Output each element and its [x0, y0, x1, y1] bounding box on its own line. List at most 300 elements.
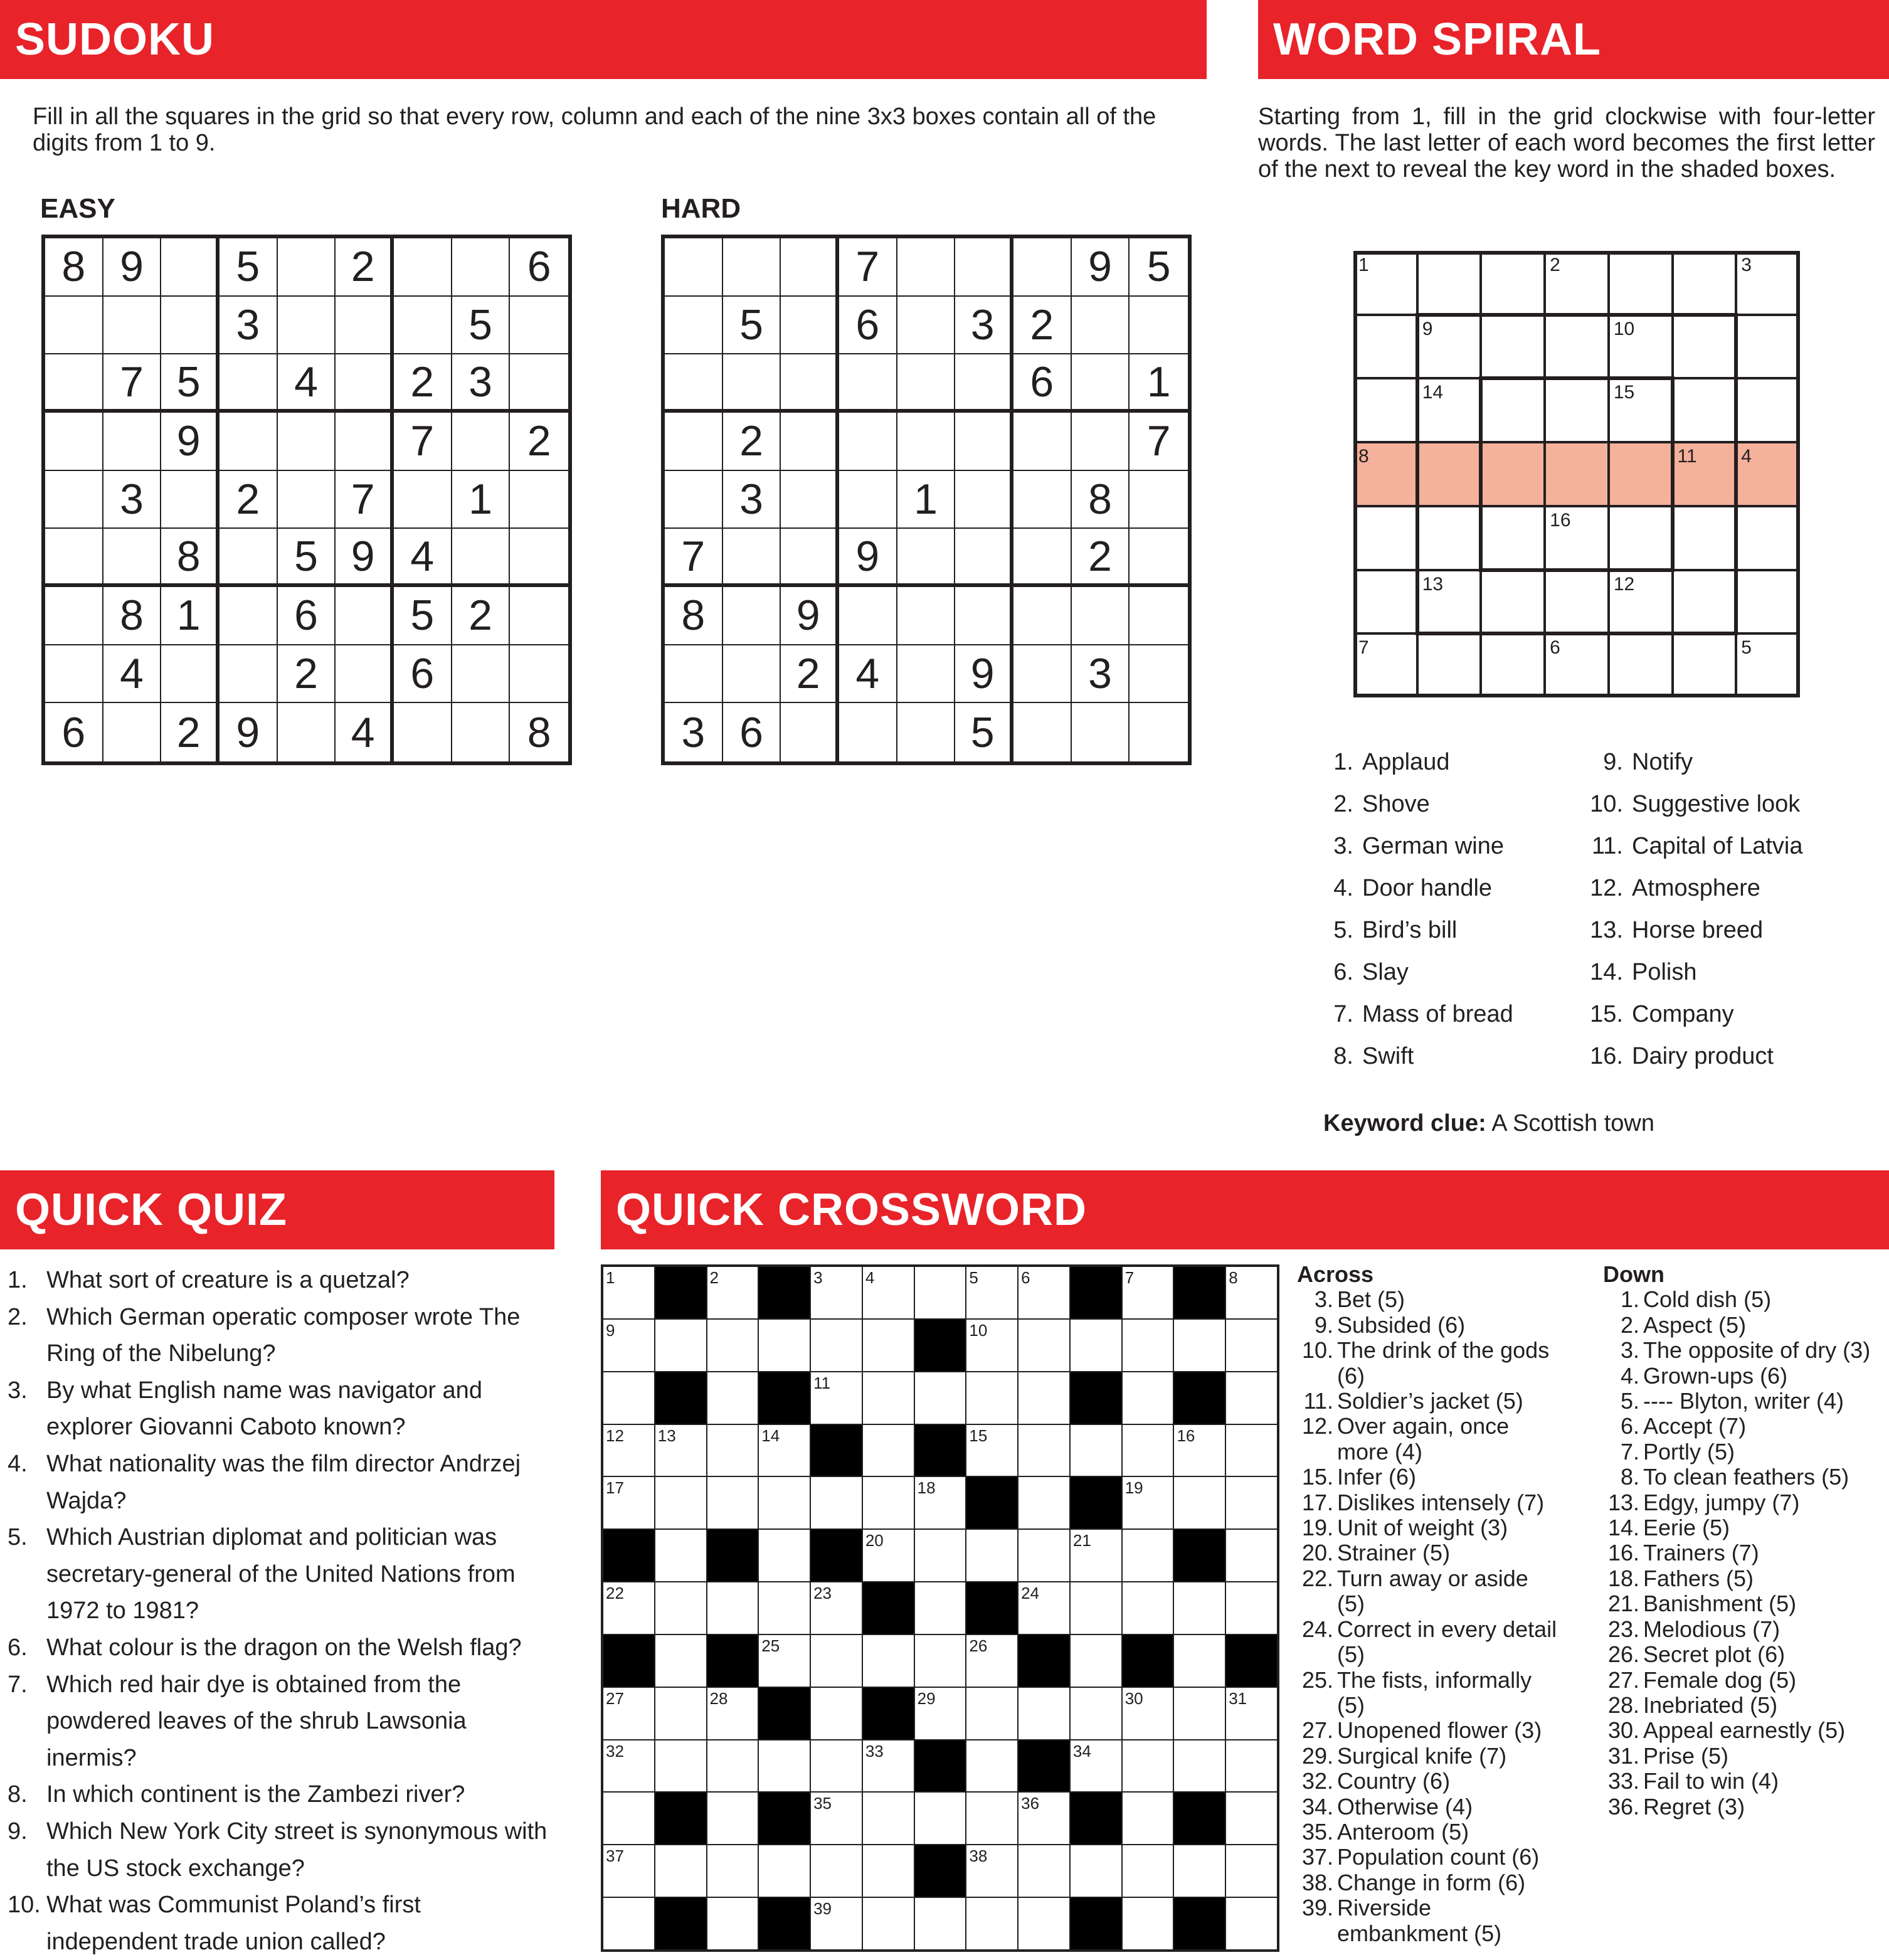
- hard-sudoku-cell[interactable]: [1072, 703, 1130, 761]
- spiral-cell[interactable]: [1673, 315, 1737, 379]
- easy-sudoku-cell[interactable]: [103, 297, 162, 355]
- spiral-cell[interactable]: [1481, 442, 1545, 506]
- easy-sudoku-cell[interactable]: [161, 297, 220, 355]
- crossword-cell[interactable]: [655, 1740, 707, 1793]
- hard-sudoku-cell[interactable]: [665, 471, 723, 529]
- spiral-cell[interactable]: [1353, 633, 1417, 697]
- crossword-cell[interactable]: [810, 1266, 862, 1319]
- hard-sudoku-cell[interactable]: [1013, 645, 1072, 704]
- easy-sudoku-cell[interactable]: [45, 471, 103, 529]
- hard-sudoku-cell[interactable]: [955, 587, 1013, 645]
- crossword-cell[interactable]: [1018, 1582, 1070, 1634]
- crossword-cell[interactable]: [1018, 1266, 1070, 1319]
- quiz-question-number: 10.: [8, 1892, 41, 1919]
- hard-sudoku-cell[interactable]: [839, 703, 897, 761]
- word-spiral-grid: [1353, 251, 1800, 697]
- crossword-cell[interactable]: [1173, 1845, 1225, 1897]
- spiral-cell[interactable]: [1353, 506, 1417, 570]
- spiral-cell[interactable]: [1545, 251, 1609, 315]
- hard-sudoku-cell[interactable]: [781, 238, 839, 297]
- crossword-cell[interactable]: [1018, 1476, 1070, 1529]
- spiral-cell[interactable]: [1545, 378, 1609, 442]
- hard-sudoku-cell[interactable]: [955, 529, 1013, 587]
- crossword-cell[interactable]: [810, 1792, 862, 1845]
- crossword-cell[interactable]: [810, 1687, 862, 1740]
- crossword-black-square: [1122, 1634, 1174, 1687]
- easy-sudoku-cell[interactable]: [220, 587, 278, 645]
- hard-sudoku-cell[interactable]: [781, 297, 839, 355]
- crossword-clue-text: The fists, informally (5): [1337, 1666, 1532, 1718]
- hard-sudoku-cell[interactable]: [839, 354, 897, 413]
- crossword-cell[interactable]: [862, 1529, 914, 1582]
- spiral-cell[interactable]: [1481, 251, 1545, 315]
- easy-sudoku-cell[interactable]: [45, 645, 103, 704]
- crossword-cell[interactable]: [1070, 1687, 1122, 1740]
- crossword-cell[interactable]: [707, 1266, 759, 1319]
- spiral-cell[interactable]: [1353, 378, 1417, 442]
- crossword-cell[interactable]: [914, 1897, 966, 1950]
- crossword-cell[interactable]: [1173, 1582, 1225, 1634]
- crossword-cell[interactable]: [1070, 1529, 1122, 1582]
- crossword-cell[interactable]: [655, 1582, 707, 1634]
- crossword-cell[interactable]: [862, 1845, 914, 1897]
- spiral-cell[interactable]: [1673, 570, 1737, 634]
- crossword-cell[interactable]: [966, 1634, 1018, 1687]
- crossword-cell[interactable]: [810, 1319, 862, 1372]
- crossword-cell[interactable]: [758, 1845, 810, 1897]
- easy-sudoku-cell[interactable]: [394, 238, 452, 297]
- spiral-cell[interactable]: [1481, 315, 1545, 379]
- hard-sudoku-cell[interactable]: [781, 354, 839, 413]
- easy-sudoku-cell[interactable]: [452, 703, 511, 761]
- crossword-cell[interactable]: [603, 1845, 655, 1897]
- hard-sudoku-cell[interactable]: [897, 297, 956, 355]
- hard-sudoku-cell[interactable]: [1013, 529, 1072, 587]
- spiral-cell[interactable]: [1736, 570, 1800, 634]
- crossword-cell[interactable]: [810, 1634, 862, 1687]
- crossword-cell[interactable]: [1173, 1424, 1225, 1477]
- hard-sudoku-cell[interactable]: [723, 238, 781, 297]
- spiral-cell[interactable]: [1545, 633, 1609, 697]
- hard-sudoku-cell[interactable]: [1130, 703, 1188, 761]
- crossword-cell[interactable]: [655, 1424, 707, 1477]
- hard-sudoku-cell[interactable]: [897, 703, 956, 761]
- crossword-cell[interactable]: [1018, 1792, 1070, 1845]
- crossword-cell[interactable]: [1173, 1740, 1225, 1793]
- crossword-cell[interactable]: [966, 1740, 1018, 1793]
- crossword-cell[interactable]: [1070, 1634, 1122, 1687]
- easy-sudoku-cell[interactable]: [103, 703, 162, 761]
- crossword-cell-number: 13: [657, 1426, 676, 1445]
- easy-sudoku-cell[interactable]: [394, 297, 452, 355]
- crossword-cell[interactable]: [1018, 1845, 1070, 1897]
- easy-sudoku-cell[interactable]: [278, 413, 336, 471]
- crossword-cell[interactable]: [1018, 1687, 1070, 1740]
- hard-sudoku-cell[interactable]: [839, 587, 897, 645]
- hard-sudoku-cell[interactable]: [723, 529, 781, 587]
- crossword-cell[interactable]: [966, 1687, 1018, 1740]
- crossword-cell[interactable]: [1070, 1740, 1122, 1793]
- hard-sudoku-cell[interactable]: [1072, 413, 1130, 471]
- crossword-cell[interactable]: [603, 1319, 655, 1372]
- hard-sudoku-cell[interactable]: [1013, 587, 1072, 645]
- easy-sudoku-cell[interactable]: [161, 645, 220, 704]
- crossword-cell[interactable]: [1225, 1319, 1278, 1372]
- easy-label: EASY: [40, 193, 115, 224]
- quiz-question: [8, 1446, 553, 1519]
- easy-sudoku-cell[interactable]: [510, 645, 568, 704]
- spiral-cell[interactable]: [1736, 633, 1800, 697]
- crossword-cell[interactable]: [758, 1319, 810, 1372]
- crossword-cell[interactable]: [603, 1424, 655, 1477]
- crossword-cell[interactable]: [966, 1897, 1018, 1950]
- crossword-cell[interactable]: [862, 1424, 914, 1477]
- easy-sudoku-cell[interactable]: [45, 297, 103, 355]
- easy-sudoku-cell[interactable]: [220, 645, 278, 704]
- easy-sudoku-cell[interactable]: [278, 238, 336, 297]
- spiral-cell[interactable]: [1417, 442, 1481, 506]
- crossword-cell[interactable]: [603, 1740, 655, 1793]
- crossword-cell[interactable]: [810, 1845, 862, 1897]
- crossword-cell[interactable]: [1225, 1897, 1278, 1950]
- crossword-cell[interactable]: [1018, 1424, 1070, 1477]
- crossword-cell[interactable]: [810, 1582, 862, 1634]
- crossword-cell[interactable]: [1225, 1845, 1278, 1897]
- crossword-cell[interactable]: [1070, 1424, 1122, 1477]
- easy-sudoku-cell[interactable]: [278, 703, 336, 761]
- easy-sudoku-cell[interactable]: [103, 529, 162, 587]
- crossword-cell[interactable]: [1018, 1897, 1070, 1950]
- easy-sudoku-cell[interactable]: [103, 413, 162, 471]
- easy-sudoku-cell[interactable]: [220, 529, 278, 587]
- crossword-cell[interactable]: [603, 1897, 655, 1950]
- hard-sudoku-cell[interactable]: [1072, 354, 1130, 413]
- easy-sudoku-cell: 2: [452, 587, 511, 645]
- crossword-black-square: [1018, 1740, 1070, 1793]
- crossword-cell[interactable]: [603, 1372, 655, 1424]
- crossword-cell[interactable]: [966, 1845, 1018, 1897]
- crossword-cell[interactable]: [707, 1476, 759, 1529]
- easy-sudoku-cell[interactable]: [45, 413, 103, 471]
- hard-sudoku-cell[interactable]: [897, 354, 956, 413]
- spiral-cell[interactable]: [1417, 570, 1481, 634]
- hard-sudoku-cell[interactable]: [665, 297, 723, 355]
- crossword-cell[interactable]: [1018, 1372, 1070, 1424]
- spiral-cell[interactable]: [1609, 378, 1673, 442]
- crossword-cell[interactable]: [1122, 1372, 1174, 1424]
- easy-sudoku-cell[interactable]: [220, 354, 278, 413]
- crossword-cell[interactable]: [655, 1529, 707, 1582]
- easy-sudoku-cell[interactable]: [220, 413, 278, 471]
- crossword-cell[interactable]: [1122, 1845, 1174, 1897]
- spiral-cell[interactable]: [1673, 251, 1737, 315]
- crossword-cell[interactable]: [707, 1687, 759, 1740]
- crossword-cell[interactable]: [862, 1740, 914, 1793]
- hard-sudoku-cell[interactable]: [781, 703, 839, 761]
- hard-sudoku-cell[interactable]: [1072, 297, 1130, 355]
- crossword-cell[interactable]: [1070, 1319, 1122, 1372]
- hard-sudoku-cell[interactable]: [781, 471, 839, 529]
- spiral-cell[interactable]: [1417, 315, 1481, 379]
- spiral-cell-number: 5: [1741, 637, 1752, 659]
- spiral-cell[interactable]: [1609, 251, 1673, 315]
- crossword-cell[interactable]: [603, 1687, 655, 1740]
- crossword-cell[interactable]: [914, 1372, 966, 1424]
- crossword-cell[interactable]: [707, 1372, 759, 1424]
- quiz-question-number: 3.: [8, 1377, 28, 1404]
- crossword-cell[interactable]: [1225, 1582, 1278, 1634]
- crossword-cell[interactable]: [707, 1897, 759, 1950]
- crossword-cell[interactable]: [810, 1897, 862, 1950]
- hard-sudoku-cell[interactable]: [723, 587, 781, 645]
- crossword-cell[interactable]: [707, 1424, 759, 1477]
- hard-sudoku-cell[interactable]: [665, 238, 723, 297]
- easy-sudoku-cell[interactable]: [278, 297, 336, 355]
- easy-sudoku-cell[interactable]: [45, 587, 103, 645]
- hard-sudoku-cell[interactable]: [955, 354, 1013, 413]
- crossword-cell[interactable]: [862, 1319, 914, 1372]
- crossword-cell[interactable]: [707, 1740, 759, 1793]
- easy-sudoku-cell[interactable]: [336, 587, 394, 645]
- crossword-black-square: [655, 1897, 707, 1950]
- crossword-cell[interactable]: [1225, 1266, 1278, 1319]
- hard-sudoku-cell[interactable]: [1013, 238, 1072, 297]
- crossword-cell[interactable]: [603, 1582, 655, 1634]
- easy-sudoku-cell[interactable]: [336, 413, 394, 471]
- spiral-clue-number: 11.: [1591, 833, 1623, 859]
- crossword-cell[interactable]: [914, 1529, 966, 1582]
- hard-sudoku-cell[interactable]: [1130, 471, 1188, 529]
- hard-sudoku-cell[interactable]: [665, 645, 723, 704]
- crossword-cell[interactable]: [810, 1476, 862, 1529]
- crossword-cell[interactable]: [758, 1740, 810, 1793]
- crossword-cell[interactable]: [1122, 1897, 1174, 1950]
- crossword-cell[interactable]: [862, 1634, 914, 1687]
- hard-sudoku-cell[interactable]: [781, 529, 839, 587]
- spiral-cell[interactable]: [1736, 315, 1800, 379]
- easy-sudoku-cell: 5: [394, 587, 452, 645]
- crossword-cell[interactable]: [758, 1582, 810, 1634]
- spiral-cell[interactable]: [1545, 442, 1609, 506]
- easy-sudoku-cell[interactable]: [452, 413, 511, 471]
- spiral-cell[interactable]: [1417, 633, 1481, 697]
- spiral-cell[interactable]: [1353, 570, 1417, 634]
- crossword-clue-number: 30.: [1607, 1717, 1639, 1744]
- crossword-cell[interactable]: [914, 1634, 966, 1687]
- spiral-cell[interactable]: [1417, 506, 1481, 570]
- spiral-cell[interactable]: [1545, 570, 1609, 634]
- hard-sudoku-cell[interactable]: [665, 354, 723, 413]
- spiral-cell[interactable]: [1481, 570, 1545, 634]
- crossword-cell[interactable]: [914, 1476, 966, 1529]
- crossword-cell[interactable]: [862, 1792, 914, 1845]
- easy-sudoku-cell[interactable]: [510, 297, 568, 355]
- crossword-cell[interactable]: [655, 1687, 707, 1740]
- hard-sudoku-cell[interactable]: [1130, 587, 1188, 645]
- crossword-cell[interactable]: [1225, 1372, 1278, 1424]
- easy-sudoku-cell[interactable]: [161, 471, 220, 529]
- hard-sudoku-cell[interactable]: [1130, 297, 1188, 355]
- crossword-cell[interactable]: [1070, 1845, 1122, 1897]
- hard-sudoku-cell[interactable]: [1130, 529, 1188, 587]
- crossword-cell[interactable]: [1225, 1740, 1278, 1793]
- crossword-cell[interactable]: [1122, 1424, 1174, 1477]
- crossword-cell[interactable]: [862, 1372, 914, 1424]
- spiral-cell[interactable]: [1417, 251, 1481, 315]
- easy-sudoku-cell[interactable]: [278, 471, 336, 529]
- easy-sudoku-cell[interactable]: [452, 238, 511, 297]
- crossword-cell[interactable]: [1225, 1687, 1278, 1740]
- hard-sudoku-cell[interactable]: [897, 587, 956, 645]
- crossword-cell[interactable]: [1070, 1582, 1122, 1634]
- hard-sudoku-cell[interactable]: [897, 238, 956, 297]
- easy-sudoku-cell[interactable]: [394, 471, 452, 529]
- spiral-cell[interactable]: [1353, 315, 1417, 379]
- crossword-cell[interactable]: [1173, 1634, 1225, 1687]
- hard-sudoku-cell[interactable]: [1013, 471, 1072, 529]
- spiral-cell[interactable]: [1736, 442, 1800, 506]
- hard-sudoku-cell[interactable]: [723, 354, 781, 413]
- hard-sudoku-cell[interactable]: [897, 413, 956, 471]
- crossword-cell[interactable]: [603, 1792, 655, 1845]
- crossword-cell[interactable]: [914, 1266, 966, 1319]
- crossword-black-square: [1070, 1476, 1122, 1529]
- crossword-cell[interactable]: [1173, 1319, 1225, 1372]
- crossword-cell[interactable]: [655, 1476, 707, 1529]
- spiral-cell[interactable]: [1609, 315, 1673, 379]
- crossword-cell[interactable]: [1122, 1740, 1174, 1793]
- hard-sudoku-cell[interactable]: [955, 238, 1013, 297]
- hard-sudoku-cell[interactable]: [955, 471, 1013, 529]
- hard-sudoku-cell[interactable]: [955, 413, 1013, 471]
- spiral-cell[interactable]: [1545, 315, 1609, 379]
- easy-sudoku-cell[interactable]: [510, 471, 568, 529]
- crossword-cell[interactable]: [810, 1372, 862, 1424]
- spiral-cell[interactable]: [1353, 251, 1417, 315]
- crossword-cell[interactable]: [707, 1845, 759, 1897]
- hard-sudoku-cell[interactable]: [839, 413, 897, 471]
- easy-sudoku-cell[interactable]: [394, 703, 452, 761]
- hard-sudoku-cell[interactable]: [781, 413, 839, 471]
- easy-sudoku-cell[interactable]: [45, 529, 103, 587]
- spiral-cell[interactable]: [1609, 442, 1673, 506]
- crossword-cell[interactable]: [655, 1634, 707, 1687]
- hard-sudoku-cell[interactable]: [897, 529, 956, 587]
- spiral-cell[interactable]: [1417, 378, 1481, 442]
- crossword-cell[interactable]: [862, 1897, 914, 1950]
- spiral-cell[interactable]: [1673, 442, 1737, 506]
- easy-sudoku-cell[interactable]: [510, 354, 568, 413]
- crossword-cell[interactable]: [1122, 1476, 1174, 1529]
- easy-sudoku-cell[interactable]: [336, 297, 394, 355]
- easy-sudoku-cell[interactable]: [510, 529, 568, 587]
- word-spiral-instructions: Starting from 1, fill in the grid clockwise with four-letter words. The last letter of each word becomes the first letter of the next to reveal the key word in the shaded boxes.: [1258, 103, 1875, 183]
- crossword-cell[interactable]: [603, 1476, 655, 1529]
- crossword-cell[interactable]: [758, 1634, 810, 1687]
- spiral-cell[interactable]: [1353, 442, 1417, 506]
- crossword-cell[interactable]: [966, 1529, 1018, 1582]
- hard-sudoku-cell[interactable]: [897, 645, 956, 704]
- crossword-cell[interactable]: [1225, 1529, 1278, 1582]
- spiral-cell[interactable]: [1609, 633, 1673, 697]
- spiral-cell[interactable]: [1736, 251, 1800, 315]
- easy-sudoku-cell[interactable]: [45, 354, 103, 413]
- crossword-cell[interactable]: [758, 1424, 810, 1477]
- crossword-cell[interactable]: [655, 1319, 707, 1372]
- crossword-cell[interactable]: [1225, 1792, 1278, 1845]
- hard-sudoku-cell[interactable]: [839, 471, 897, 529]
- spiral-cell[interactable]: [1673, 378, 1737, 442]
- crossword-cell[interactable]: [966, 1424, 1018, 1477]
- easy-sudoku-cell[interactable]: [452, 645, 511, 704]
- easy-sudoku-cell[interactable]: [161, 238, 220, 297]
- spiral-clue-text: Mass of bread: [1362, 1001, 1513, 1027]
- hard-sudoku-cell[interactable]: [1013, 413, 1072, 471]
- hard-sudoku-cell[interactable]: [665, 413, 723, 471]
- crossword-cell[interactable]: [914, 1792, 966, 1845]
- spiral-cell[interactable]: [1609, 506, 1673, 570]
- spiral-cell[interactable]: [1609, 570, 1673, 634]
- crossword-cell[interactable]: [707, 1319, 759, 1372]
- spiral-cell[interactable]: [1673, 633, 1737, 697]
- crossword-cell[interactable]: [862, 1476, 914, 1529]
- crossword-cell[interactable]: [1225, 1424, 1278, 1477]
- crossword-cell[interactable]: [1122, 1319, 1174, 1372]
- crossword-cell[interactable]: [966, 1372, 1018, 1424]
- crossword-cell[interactable]: [914, 1582, 966, 1634]
- spiral-cell[interactable]: [1481, 378, 1545, 442]
- crossword-cell[interactable]: [1018, 1529, 1070, 1582]
- crossword-cell[interactable]: [707, 1792, 759, 1845]
- crossword-cell[interactable]: [966, 1266, 1018, 1319]
- hard-sudoku-cell[interactable]: [1130, 645, 1188, 704]
- spiral-cell[interactable]: [1545, 506, 1609, 570]
- crossword-cell[interactable]: [1173, 1476, 1225, 1529]
- crossword-cell[interactable]: [1173, 1687, 1225, 1740]
- spiral-cell[interactable]: [1673, 506, 1737, 570]
- spiral-cell[interactable]: [1481, 633, 1545, 697]
- easy-sudoku-cell[interactable]: [510, 587, 568, 645]
- crossword-cell[interactable]: [707, 1582, 759, 1634]
- crossword-cell[interactable]: [862, 1266, 914, 1319]
- crossword-cell[interactable]: [1122, 1266, 1174, 1319]
- hard-sudoku-cell[interactable]: [723, 645, 781, 704]
- crossword-cell[interactable]: [655, 1845, 707, 1897]
- easy-sudoku-cell[interactable]: [336, 354, 394, 413]
- crossword-cell[interactable]: [966, 1319, 1018, 1372]
- crossword-cell[interactable]: [1225, 1476, 1278, 1529]
- crossword-cell[interactable]: [758, 1476, 810, 1529]
- crossword-clue: [1603, 1439, 1886, 1465]
- spiral-cell[interactable]: [1481, 506, 1545, 570]
- crossword-cell[interactable]: [1018, 1319, 1070, 1372]
- spiral-cell[interactable]: [1736, 378, 1800, 442]
- crossword-cell[interactable]: [758, 1529, 810, 1582]
- hard-sudoku-cell[interactable]: [1013, 703, 1072, 761]
- easy-sudoku-cell[interactable]: [452, 529, 511, 587]
- crossword-cell[interactable]: [1122, 1582, 1174, 1634]
- crossword-cell[interactable]: [966, 1792, 1018, 1845]
- crossword-cell[interactable]: [810, 1740, 862, 1793]
- crossword-cell[interactable]: [1122, 1687, 1174, 1740]
- hard-sudoku-cell[interactable]: [1072, 587, 1130, 645]
- crossword-cell[interactable]: [1122, 1529, 1174, 1582]
- crossword-cell[interactable]: [1122, 1792, 1174, 1845]
- easy-sudoku-cell[interactable]: [336, 645, 394, 704]
- crossword-cell[interactable]: [914, 1687, 966, 1740]
- crossword-cell[interactable]: [603, 1266, 655, 1319]
- spiral-cell[interactable]: [1736, 506, 1800, 570]
